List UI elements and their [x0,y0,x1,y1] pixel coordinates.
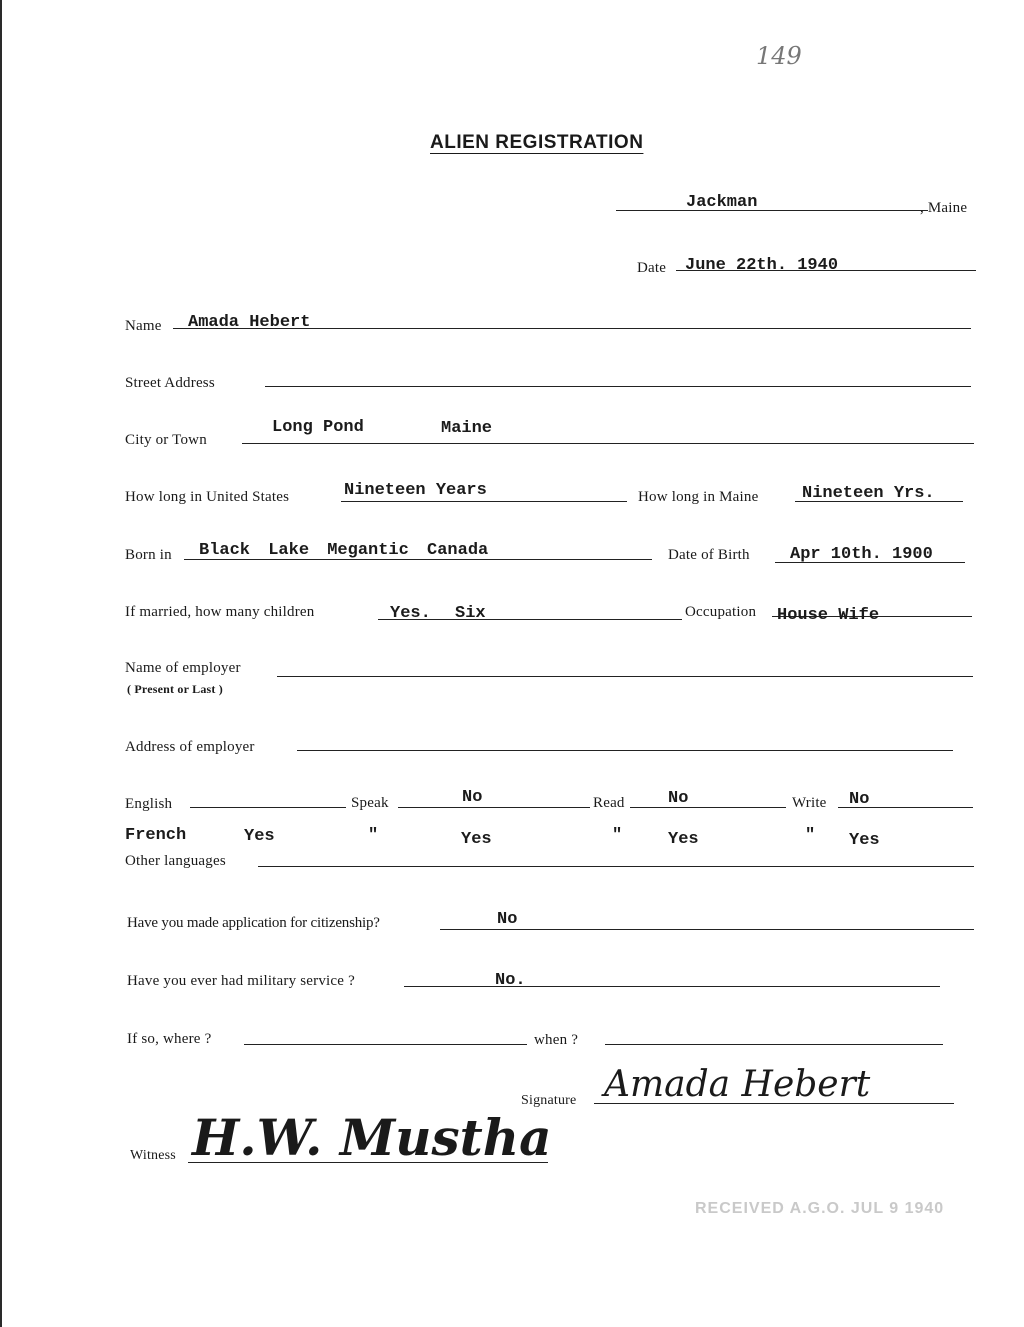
page-number: 149 [756,42,802,70]
signature-value[interactable]: Amada Hebert [604,1064,871,1105]
city-label: City or Town [125,432,207,448]
how-long-us-line [341,501,627,502]
military-value[interactable]: No. [495,971,526,990]
city-value[interactable]: Long Pond [272,418,364,437]
town-value[interactable]: Jackman [686,193,758,212]
city-state-value[interactable]: Maine [441,419,493,438]
witness-label: Witness [130,1148,176,1163]
french-write-value[interactable]: Yes [849,831,880,850]
children-label: If married, how many children [125,604,315,620]
born-in-label: Born in [125,547,172,563]
how-long-us-label: How long in United States [125,489,290,505]
french-value[interactable]: Yes [244,827,275,846]
employer-name-sublabel: ( Present or Last ) [127,682,224,696]
occupation-value[interactable]: House Wife [777,606,880,625]
state-label: , Maine [920,200,968,216]
speak-label: Speak [351,795,389,811]
how-long-us-value[interactable]: Nineteen Years [344,481,487,500]
signature-label: Signature [521,1093,577,1108]
french-speak-value[interactable]: Yes [461,830,492,849]
when-label: when ? [534,1032,579,1048]
date-label: Date [637,260,667,276]
other-languages-line [258,866,974,867]
read-label: Read [593,795,625,811]
military-label: Have you ever had military service ? [127,973,355,989]
citizenship-line [440,929,974,930]
how-long-maine-label: How long in Maine [638,489,759,505]
employer-address-label: Address of employer [125,739,255,755]
english-write-value[interactable]: No [849,790,870,809]
french-label: French [125,826,187,845]
where-line [244,1044,527,1045]
children-value[interactable]: Yes. Six [390,604,486,623]
name-label: Name [125,318,162,334]
employer-address-line [297,750,953,751]
english-speak-value[interactable]: No [462,788,483,807]
name-value[interactable]: Amada Hebert [188,313,311,332]
english-read-value[interactable]: No [668,789,689,808]
occupation-label: Occupation [685,604,757,620]
english-label: English [125,796,173,812]
read-line [630,807,786,808]
how-long-maine-value[interactable]: Nineteen Yrs. [802,484,935,503]
witness-signature[interactable]: H.W. Mustha [192,1108,552,1167]
citizenship-label: Have you made application for citizenship? [127,915,380,931]
form-title: ALIEN REGISTRATION [430,132,644,153]
when-line [605,1044,943,1045]
employer-name-line [277,676,973,677]
french-read-value[interactable]: Yes [668,830,699,849]
date-of-birth-label: Date of Birth [668,547,750,563]
town-line [616,210,928,211]
date-of-birth-value[interactable]: Apr 10th. 1900 [790,545,933,564]
ditto-speak: " [368,826,379,845]
date-value[interactable]: June 22th. 1940 [685,256,839,275]
speak-line [398,807,590,808]
received-stamp: RECEIVED A.G.O. JUL 9 1940 [695,1200,945,1217]
street-address-label: Street Address [125,375,215,391]
employer-name-label: Name of employer [125,660,241,676]
ditto-read: " [612,826,623,845]
english-line [190,807,346,808]
other-languages-label: Other languages [125,853,226,869]
street-address-line [265,386,971,387]
born-in-value[interactable]: Black Lake Megantic Canada [199,541,489,560]
citizenship-value[interactable]: No [497,910,518,929]
ditto-write: " [805,826,816,845]
military-line [404,986,940,987]
write-label: Write [792,795,827,811]
if-so-where-label: If so, where ? [127,1031,212,1047]
city-line [242,443,974,444]
